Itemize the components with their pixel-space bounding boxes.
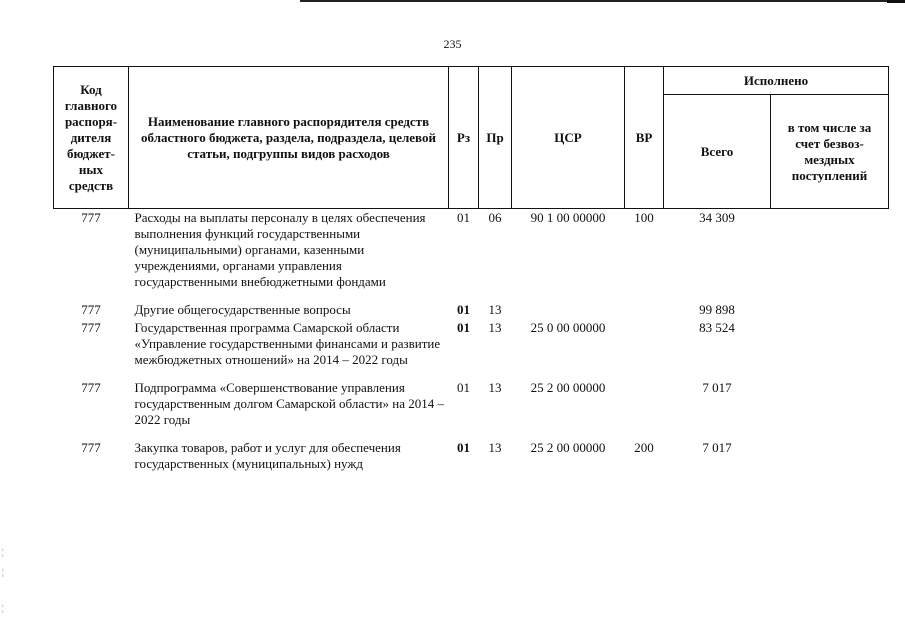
top-corner-mark xyxy=(887,0,905,3)
cell-total: 83 524 xyxy=(699,320,735,335)
cell-code: 777 xyxy=(81,440,101,455)
cell-code: 777 xyxy=(81,380,101,395)
cell-vr xyxy=(625,301,664,319)
cell-pr: 06 xyxy=(488,210,502,225)
cell-free xyxy=(771,209,889,292)
cell-csr: 25 0 00 00000 xyxy=(530,320,606,335)
row-spacer xyxy=(54,369,889,379)
cell-csr: 25 2 00 00000 xyxy=(530,380,606,395)
cell-pr: 13 xyxy=(488,302,502,317)
cell-name: Расходы на выплаты персоналу в целях обеспечения выполнения функций государственными (муниципальными) органами, казенными учреждениями, органами управления государственными внебюджетными фондами xyxy=(134,210,426,289)
cell-name: Другие общегосударственные вопросы xyxy=(134,302,351,317)
header-vr: ВР xyxy=(625,67,664,209)
cell-code: 777 xyxy=(81,210,101,225)
cell-total: 7 017 xyxy=(702,380,732,395)
header-total: Всего xyxy=(664,95,771,209)
cell-vr xyxy=(625,319,664,369)
header-rz: Рз xyxy=(449,67,479,209)
header-executed: Исполнено xyxy=(664,67,889,95)
top-border-line xyxy=(300,0,905,2)
cell-csr: 90 1 00 00000 xyxy=(530,210,606,225)
cell-vr: 200 xyxy=(634,440,654,455)
table-row xyxy=(54,439,889,473)
header-pr: Пр xyxy=(479,67,512,209)
cell-vr: 100 xyxy=(634,210,654,225)
cell-name: Подпрограмма «Совершенствование управления государственным долгом Самарской области» на 2014 – 2022 годы xyxy=(134,380,444,427)
header-free-receipts: в том числе за счет безвоз-мездных поступлений xyxy=(771,95,889,209)
cell-name: Государственная программа Самарской области «Управление государственными финансами и развитие межбюджетных отношений» на 2014 – 2022 годы xyxy=(134,320,441,367)
cell-total: 34 309 xyxy=(699,210,735,225)
cell-rz: 01 xyxy=(457,210,470,225)
cell-code: 777 xyxy=(81,302,101,317)
cell-total: 99 898 xyxy=(699,302,735,317)
table-row xyxy=(54,301,889,319)
cell-free xyxy=(771,379,889,429)
table-row xyxy=(54,209,889,292)
cell-csr: 25 2 00 00000 xyxy=(530,440,606,455)
cell-rz: 01 xyxy=(457,440,470,455)
row-spacer xyxy=(54,429,889,439)
cell-name: Закупка товаров, работ и услуг для обеспечения государственных (муниципальных) нужд xyxy=(134,440,401,471)
cell-vr xyxy=(625,379,664,429)
cell-pr: 13 xyxy=(488,320,502,335)
cell-rz: 01 xyxy=(457,302,470,317)
cell-code: 777 xyxy=(81,320,101,335)
cell-free xyxy=(771,319,889,369)
scan-artifact: ¦ xyxy=(2,547,4,557)
budget-execution-table xyxy=(53,66,889,473)
header-code: Код главного распоря-дителя бюджет-ных средств xyxy=(54,67,129,209)
cell-pr: 13 xyxy=(488,380,502,395)
row-spacer xyxy=(54,291,889,301)
cell-free xyxy=(771,439,889,473)
cell-csr xyxy=(512,301,625,319)
header-name: Наименование главного распорядителя средств областного бюджета, раздела, подраздела, целевой статьи, подгруппы видов расходов xyxy=(129,67,449,209)
scan-artifact: ¦ xyxy=(2,603,4,613)
table-row xyxy=(54,379,889,429)
cell-pr: 13 xyxy=(488,440,502,455)
cell-rz: 01 xyxy=(457,380,470,395)
scan-artifact: ¦ xyxy=(2,567,4,577)
cell-free xyxy=(771,301,889,319)
page-number: 235 xyxy=(443,37,462,51)
table-row xyxy=(54,319,889,369)
header-csr: ЦСР xyxy=(512,67,625,209)
cell-total: 7 017 xyxy=(702,440,732,455)
cell-rz: 01 xyxy=(457,320,470,335)
